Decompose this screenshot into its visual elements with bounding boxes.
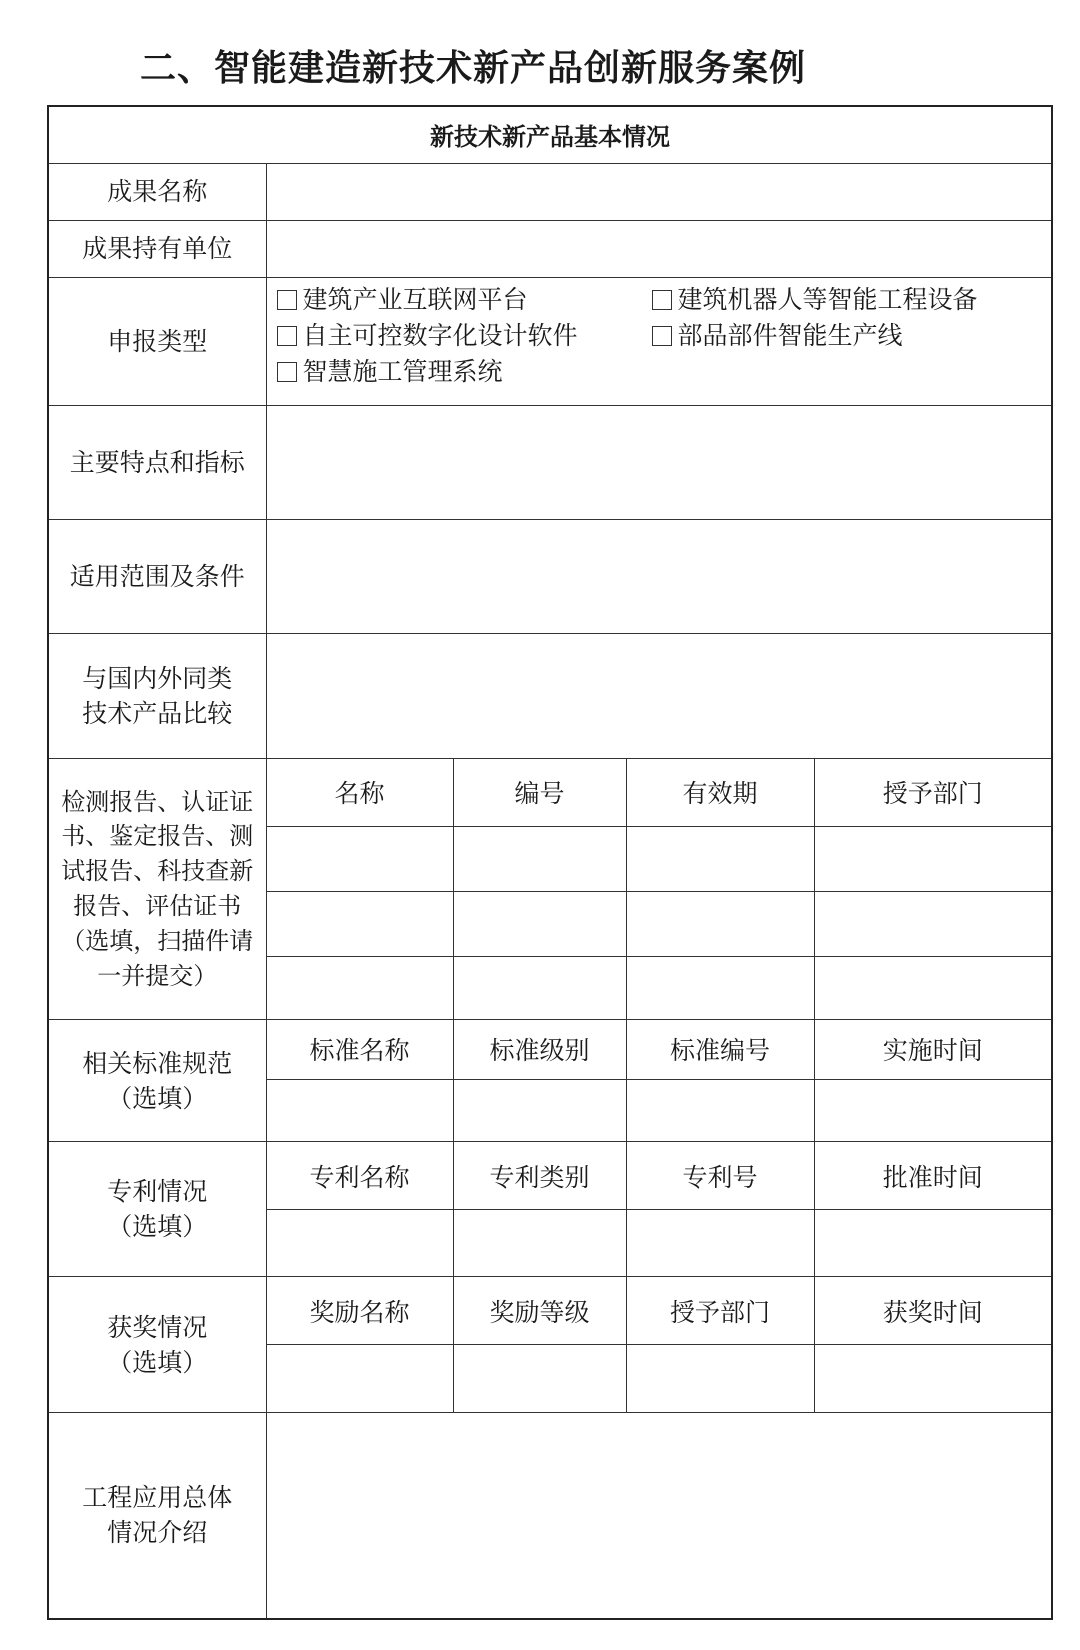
label-patents: 专利情况 （选填） — [48, 1142, 266, 1277]
award-cell[interactable] — [626, 1345, 814, 1413]
label-awards: 获奖情况 （选填） — [48, 1277, 266, 1412]
report-cell[interactable] — [814, 826, 1052, 891]
field-achievement-name[interactable] — [266, 163, 1052, 220]
label-achievement-name: 成果名称 — [48, 163, 266, 220]
type-option-construction-management[interactable] — [277, 356, 652, 388]
option-label: 建筑产业互联网平台 — [302, 284, 528, 314]
option-label: 部品部件智能生产线 — [677, 320, 903, 350]
field-engineering[interactable] — [266, 1412, 1052, 1619]
reports-header-row — [48, 759, 1052, 827]
awards-header-row — [48, 1277, 1052, 1345]
type-option-robot-equipment[interactable] — [652, 284, 1042, 316]
label-scope: 适用范围及条件 — [48, 520, 266, 634]
col-header-standard-number: 标准编号 — [626, 1019, 814, 1079]
type-option-internet-platform[interactable] — [277, 284, 652, 316]
award-cell[interactable] — [814, 1345, 1052, 1413]
checkbox-icon[interactable] — [277, 290, 297, 310]
page-title: 二、智能建造新技术新产品创新服务案例 — [140, 48, 807, 89]
field-application-type — [266, 277, 1052, 405]
col-header-patent-type: 专利类别 — [453, 1142, 626, 1210]
row-application-type — [48, 277, 1052, 405]
col-header-name: 名称 — [266, 759, 453, 827]
label-achievement-holder: 成果持有单位 — [48, 220, 266, 277]
label-reports: 检测报告、认证证 书、鉴定报告、测 试报告、科技查新 报告、评估证书 （选填，扫描件请 一并提交） — [48, 759, 266, 1020]
patents-header-row — [48, 1142, 1052, 1210]
checkbox-icon[interactable] — [277, 326, 297, 346]
report-cell[interactable] — [814, 892, 1052, 957]
patent-cell[interactable] — [266, 1209, 453, 1277]
type-option-design-software[interactable] — [277, 320, 652, 352]
standard-cell[interactable] — [266, 1080, 453, 1142]
standard-cell[interactable] — [626, 1080, 814, 1142]
award-cell[interactable] — [453, 1345, 626, 1413]
application-form-table — [47, 105, 1053, 1620]
col-header-validity: 有效期 — [626, 759, 814, 827]
report-cell[interactable] — [626, 826, 814, 891]
patent-cell[interactable] — [453, 1209, 626, 1277]
label-standards: 相关标准规范 （选填） — [48, 1019, 266, 1142]
col-header-effective-date: 实施时间 — [814, 1019, 1052, 1079]
report-cell[interactable] — [453, 892, 626, 957]
col-header-number: 编号 — [453, 759, 626, 827]
col-header-standard-name: 标准名称 — [266, 1019, 453, 1079]
col-header-issuer: 授予部门 — [814, 759, 1052, 827]
label-comparison: 与国内外同类 技术产品比较 — [48, 634, 266, 759]
col-header-award-issuer: 授予部门 — [626, 1277, 814, 1345]
row-engineering — [48, 1412, 1052, 1619]
checkbox-icon[interactable] — [652, 290, 672, 310]
checkbox-icon[interactable] — [277, 362, 297, 382]
col-header-award-level: 奖励等级 — [453, 1277, 626, 1345]
standard-cell[interactable] — [453, 1080, 626, 1142]
col-header-award-date: 获奖时间 — [814, 1277, 1052, 1345]
col-header-award-name: 奖励名称 — [266, 1277, 453, 1345]
col-header-approval-date: 批准时间 — [814, 1142, 1052, 1210]
label-application-type: 申报类型 — [48, 277, 266, 405]
row-comparison — [48, 634, 1052, 759]
checkbox-icon[interactable] — [652, 326, 672, 346]
field-comparison[interactable] — [266, 634, 1052, 759]
award-cell[interactable] — [266, 1345, 453, 1413]
report-cell[interactable] — [626, 892, 814, 957]
field-scope[interactable] — [266, 520, 1052, 634]
report-cell[interactable] — [266, 826, 453, 891]
type-option-production-line[interactable] — [652, 320, 1042, 352]
label-engineering: 工程应用总体 情况介绍 — [48, 1412, 266, 1619]
row-main-features — [48, 405, 1052, 519]
row-achievement-holder — [48, 220, 1052, 277]
report-cell[interactable] — [626, 957, 814, 1019]
option-label: 智慧施工管理系统 — [302, 356, 503, 386]
report-cell[interactable] — [814, 957, 1052, 1019]
standard-cell[interactable] — [814, 1080, 1052, 1142]
patent-cell[interactable] — [814, 1209, 1052, 1277]
row-achievement-name — [48, 163, 1052, 220]
report-cell[interactable] — [266, 892, 453, 957]
section-heading-row — [48, 106, 1052, 163]
col-header-patent-name: 专利名称 — [266, 1142, 453, 1210]
field-main-features[interactable] — [266, 405, 1052, 519]
option-label: 建筑机器人等智能工程设备 — [677, 284, 978, 314]
patent-cell[interactable] — [626, 1209, 814, 1277]
report-cell[interactable] — [453, 826, 626, 891]
row-scope — [48, 520, 1052, 634]
col-header-patent-number: 专利号 — [626, 1142, 814, 1210]
section-heading: 新技术新产品基本情况 — [48, 106, 1052, 163]
report-cell[interactable] — [266, 957, 453, 1019]
field-achievement-holder[interactable] — [266, 220, 1052, 277]
label-main-features: 主要特点和指标 — [48, 405, 266, 519]
type-options — [277, 284, 1042, 388]
standards-header-row — [48, 1019, 1052, 1079]
col-header-standard-level: 标准级别 — [453, 1019, 626, 1079]
option-label: 自主可控数字化设计软件 — [302, 320, 578, 350]
report-cell[interactable] — [453, 957, 626, 1019]
